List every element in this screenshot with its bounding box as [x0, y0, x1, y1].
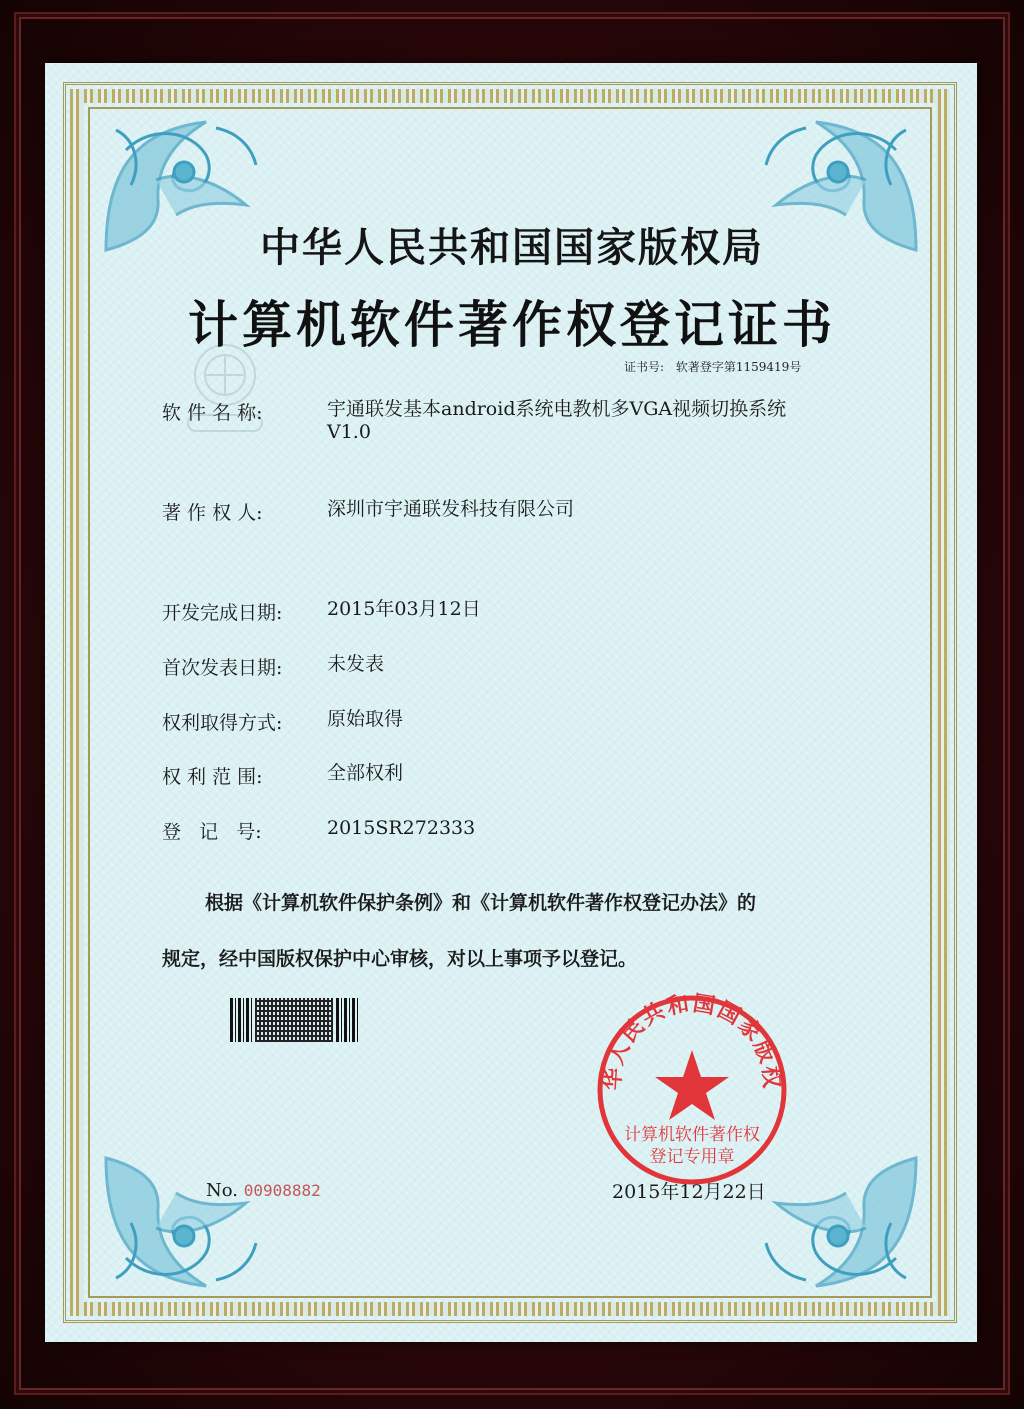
serial-prefix: No.	[206, 1180, 238, 1201]
serial-number	[206, 1180, 321, 1201]
certificate-title: 计算机软件著作权登记证书	[188, 295, 836, 354]
barcode-bars-left	[230, 998, 252, 1042]
field-value: 2015SR272333	[327, 817, 476, 839]
certificate-number-label: 证书号:	[624, 360, 665, 374]
serial-value: 00908882	[243, 1181, 321, 1200]
statement-line-2: 规定，经中国版权保护中心审核，对以上事项予以登记。	[162, 948, 638, 970]
field-label: 权 利 范 围:	[162, 766, 263, 788]
field-label: 权利取得方式:	[162, 712, 283, 734]
barcode-bars-right	[336, 998, 358, 1042]
seal-line-1: 计算机软件著作权	[624, 1125, 760, 1145]
field-copyright-owner	[162, 498, 847, 525]
field-value: 宇通联发基本android系统电教机多VGA视频切换系统 V1.0	[327, 398, 787, 443]
field-label: 首次发表日期:	[162, 657, 283, 679]
field-label: 登 记 号:	[162, 821, 262, 843]
star-icon	[655, 1050, 729, 1120]
field-label: 著 作 权 人:	[162, 502, 263, 524]
field-acquisition-method	[162, 708, 847, 735]
field-value: 未发表	[327, 653, 385, 675]
statement-line-1: 根据《计算机软件保护条例》和《计算机软件著作权登记办法》的	[205, 892, 757, 914]
field-label: 软 件 名 称:	[162, 402, 263, 424]
field-rights-scope	[162, 762, 847, 789]
field-value: 2015年03月12日	[327, 598, 481, 620]
field-development-date	[162, 598, 847, 625]
field-registration-number	[162, 817, 847, 844]
field-first-publication	[162, 653, 847, 680]
seal-ring-text: 华人民共和国国家版权	[600, 991, 784, 1091]
field-value: 全部权利	[327, 762, 404, 784]
official-seal	[592, 990, 792, 1190]
corner-ornament-bottom-left	[96, 1148, 266, 1298]
issuer-heading: 中华人民共和国国家版权局	[260, 224, 764, 271]
field-value: 深圳市宇通联发科技有限公司	[327, 498, 575, 520]
field-label: 开发完成日期:	[162, 602, 283, 624]
issue-date: 2015年12月22日	[612, 1181, 766, 1203]
seal-line-2: 登记专用章	[649, 1147, 735, 1167]
certificate-number-value: 软著登字第1159419号	[675, 360, 802, 374]
certificate-number	[624, 358, 809, 375]
2d-code	[255, 998, 333, 1042]
field-value: 原始取得	[327, 708, 404, 730]
field-software-name	[162, 398, 847, 444]
barcode	[230, 998, 358, 1042]
